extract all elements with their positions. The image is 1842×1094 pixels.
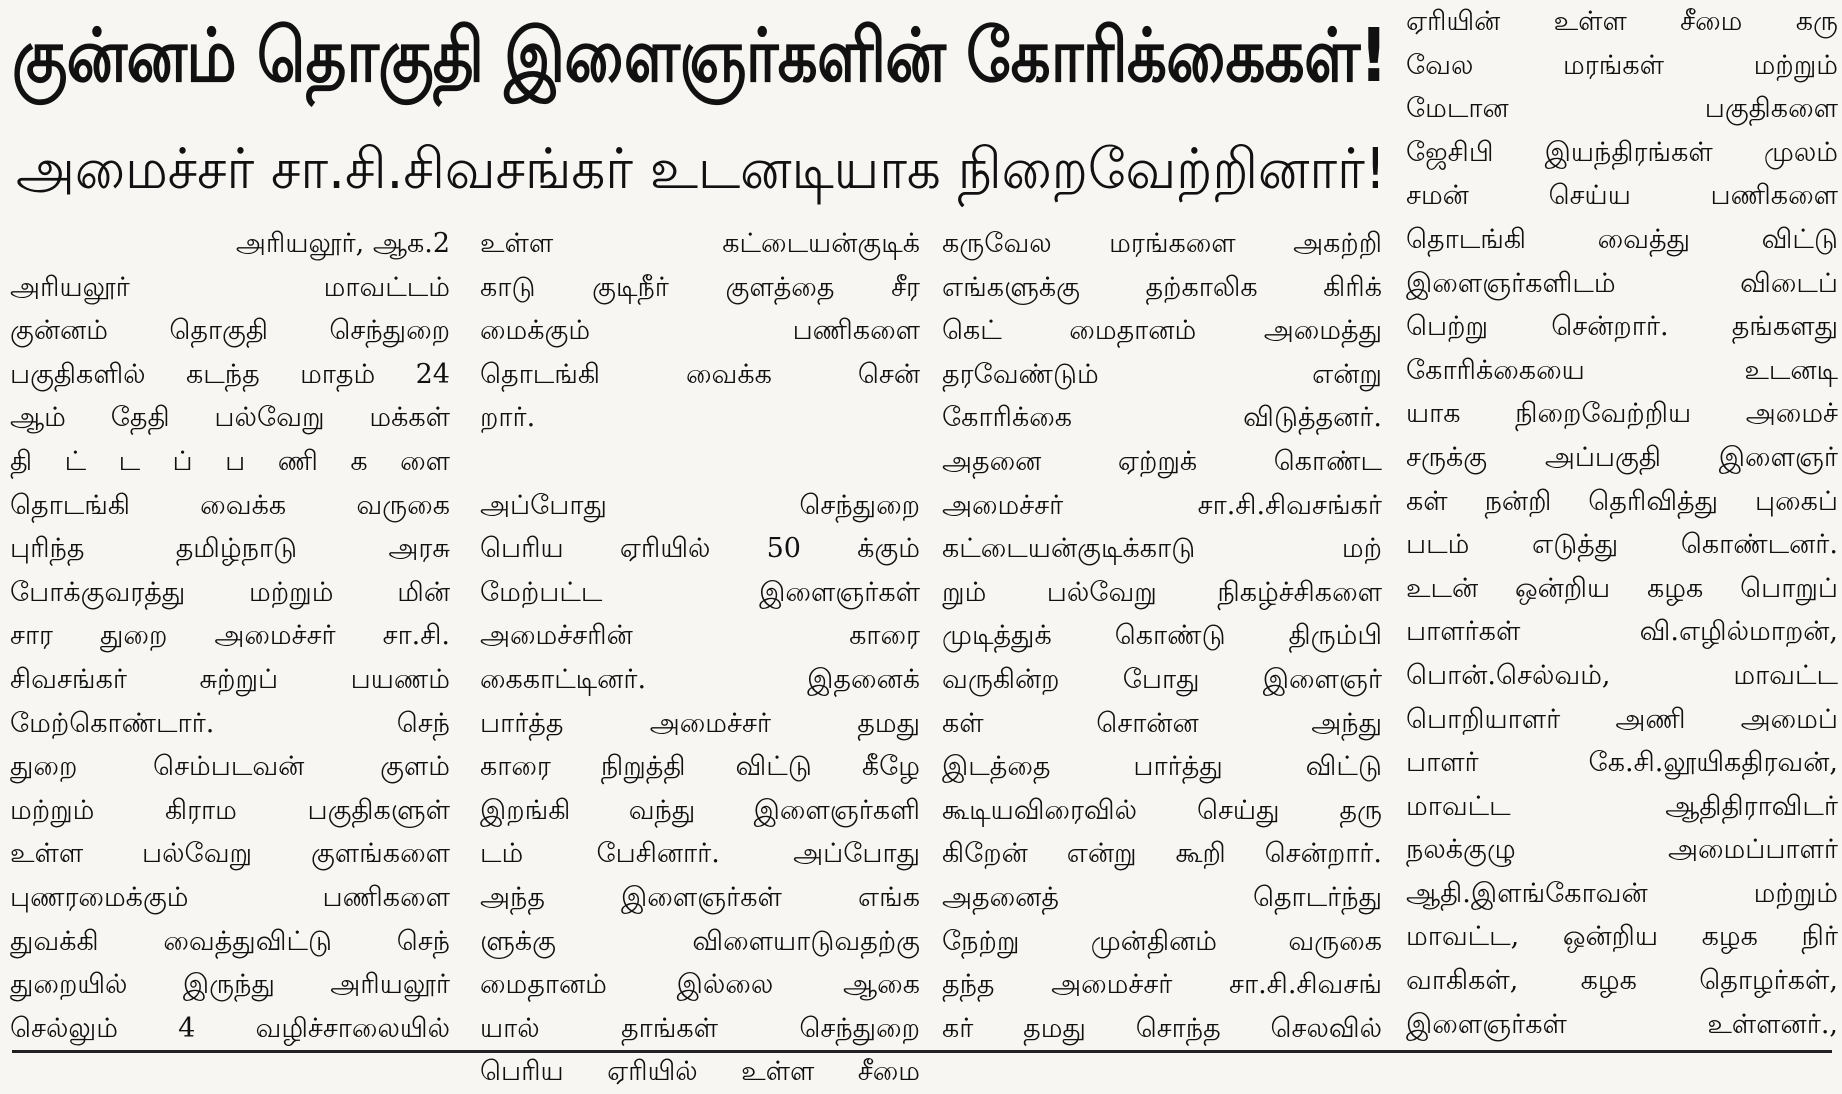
text-line: எங்களுக்கு தற்காலிக கிரிக் xyxy=(942,271,1382,303)
text-line: கர் தமது சொந்த செலவில் xyxy=(942,1012,1382,1044)
text-line: தொடங்கி வைத்து விட்டு xyxy=(1406,223,1838,255)
text-line: சிவசங்கர் சுற்றுப் பயணம் xyxy=(10,663,450,695)
text-line: வேல மரங்கள் மற்றும் xyxy=(1406,49,1838,81)
text-line: கெட் மைதானம் அமைத்து xyxy=(942,315,1382,347)
text-line: இடத்தை பார்த்து விட்டு xyxy=(942,751,1382,783)
text-line: துறையில் இருந்து அரியலூர் xyxy=(10,969,450,1001)
text-line: இறங்கி வந்து இளைஞர்களி xyxy=(480,794,920,826)
text-line: யாக நிறைவேற்றிய அமைச் xyxy=(1406,398,1838,430)
text-line: அப்போது செந்துறை xyxy=(480,489,920,521)
text-line: மைக்கும் பணிகளை xyxy=(480,315,920,347)
text-line: பகுதிகளில் கடந்த மாதம் 24 xyxy=(10,358,450,390)
text-line: கள் நன்றி தெரிவித்து புகைப் xyxy=(1406,485,1838,517)
text-line: இளைஞர்களிடம் விடைப் xyxy=(1406,267,1838,299)
subheadline: அமைச்சர் சா.சி.சிவசங்கர் உடனடியாக நிறைவேற்றினார்! xyxy=(16,137,1387,202)
text-line: காடு குடிநீர் குளத்தை சீர xyxy=(480,271,920,303)
text-line: தி ட் ட ப் ப ணி க ளை xyxy=(10,445,450,477)
text-line: அந்த இளைஞர்கள் எங்க xyxy=(480,881,920,913)
text-line: நேற்று முன்தினம் வருகை xyxy=(942,925,1382,957)
text-line: சருக்கு அப்பகுதி இளைஞர் xyxy=(1406,441,1838,473)
text-line: கோரிக்கை விடுத்தனர். xyxy=(942,402,1382,434)
text-line: பொன்.செல்வம், மாவட்ட xyxy=(1406,659,1838,691)
text-line: ஏரியின் உள்ள சீமை கரு xyxy=(1406,6,1838,37)
text-line: டம் பேசினார். அப்போது xyxy=(480,838,920,870)
text-line: யால் தாங்கள் செந்துறை xyxy=(480,1012,920,1044)
text-line: துறை செம்படவன் குளம் xyxy=(10,751,450,783)
text-line: கள் சொன்ன அந்து xyxy=(942,707,1382,739)
text-line: அமைச்சரின் காரை xyxy=(480,620,920,652)
text-line: செல்லும் 4 வழிச்சாலையில் xyxy=(10,1012,450,1044)
text-line: சமன் செய்ய பணிகளை xyxy=(1406,180,1838,212)
text-line: கிறேன் என்று கூறி சென்றார். xyxy=(942,838,1382,870)
text-line: கூடியவிரைவில் செய்து தரு xyxy=(942,794,1382,826)
text-line: கருவேல மரங்களை அகற்றி xyxy=(942,228,1382,259)
headline: குன்னம் தொகுதி இளைஞர்களின் கோரிக்கைகள்! xyxy=(12,13,1388,99)
text-line: துவக்கி வைத்துவிட்டு செந் xyxy=(10,925,450,957)
article-column-2 xyxy=(480,222,920,1094)
text-line: ஆதி.இளங்கோவன் மற்றும் xyxy=(1406,877,1838,909)
text-line: பெரிய ஏரியில் உள்ள சீமை xyxy=(480,1056,920,1088)
text-line: உள்ள கட்டையன்குடிக் xyxy=(480,228,920,259)
text-line: தொடங்கி வைக்க வருகை xyxy=(10,489,450,521)
text-line: உடன் ஒன்றிய கழக பொறுப் xyxy=(1406,572,1838,604)
text-line: இளைஞர்கள் உள்ளனர்., xyxy=(1406,1008,1838,1040)
text-line: கட்டையன்குடிக்காடு மற் xyxy=(942,533,1382,565)
text-line: ஜேசிபி இயந்திரங்கள் முலம் xyxy=(1406,136,1838,168)
text-line: றும் பல்வேறு நிகழ்ச்சிகளை xyxy=(942,576,1382,608)
text-line: பார்த்த அமைச்சர் தமது xyxy=(480,707,920,739)
text-line: மைதானம் இல்லை ஆகை xyxy=(480,969,920,1001)
text-line: வாகிகள், கழக தொழர்கள், xyxy=(1406,965,1838,997)
text-line: அரியலூர் மாவட்டம் xyxy=(10,271,450,303)
text-line: மற்றும் கிராம பகுதிகளுள் xyxy=(10,794,450,826)
bottom-rule xyxy=(12,1050,1832,1061)
text-line: பாளர் கே.சி.லூயிகதிரவன், xyxy=(1406,747,1838,779)
text-line: புரிந்த தமிழ்நாடு அரசு xyxy=(10,533,450,565)
text-line: புணரமைக்கும் பணிகளை xyxy=(10,881,450,913)
article-column-4 xyxy=(1406,0,1838,1046)
text-line: பெரிய ஏரியில் 50 க்கும் xyxy=(480,533,920,565)
text-line: மேடான பகுதிகளை xyxy=(1406,93,1838,125)
text-line: கைகாட்டினர். இதனைக் xyxy=(480,663,920,695)
article-column-1 xyxy=(10,222,450,1050)
text-line: தரவேண்டும் என்று xyxy=(942,358,1382,390)
text-line: பாளர்கள் வி.எழில்மாறன், xyxy=(1406,616,1838,648)
article-column-3 xyxy=(942,222,1382,1050)
text-line: உள்ள பல்வேறு குளங்களை xyxy=(10,838,450,870)
text-line: முடித்துக் கொண்டு திரும்பி xyxy=(942,620,1382,652)
text-line: காரை நிறுத்தி விட்டு கீழே xyxy=(480,751,920,783)
text-line: அமைச்சர் சா.சி.சிவசங்கர் xyxy=(942,489,1382,521)
text-line: ஆம் தேதி பல்வேறு மக்கள் xyxy=(10,402,450,434)
text-line: அதனை ஏற்றுக் கொண்ட xyxy=(942,445,1382,477)
text-line: படம் எடுத்து கொண்டனர். xyxy=(1406,529,1838,561)
text-line xyxy=(480,440,920,484)
text-line: போக்குவரத்து மற்றும் மின் xyxy=(10,576,450,608)
text-line: பொறியாளர் அணி அமைப் xyxy=(1406,703,1838,735)
text-line: அரியலூர், ஆக.2 xyxy=(235,228,450,259)
text-line: தந்த அமைச்சர் சா.சி.சிவசங் xyxy=(942,969,1382,1001)
text-line: வருகின்ற போது இளைஞர் xyxy=(942,663,1382,695)
text-line: றார். xyxy=(480,402,536,434)
text-line: மாவட்ட, ஒன்றிய கழக நிர் xyxy=(1406,921,1838,953)
text-line: கோரிக்கையை உடனடி xyxy=(1406,354,1838,386)
text-line: சார துறை அமைச்சர் சா.சி. xyxy=(10,620,450,652)
text-line: நலக்குழு அமைப்பாளர் xyxy=(1406,834,1838,866)
text-line: மாவட்ட ஆதிதிராவிடர் xyxy=(1406,790,1838,822)
text-line: பெற்று சென்றார். தங்களது xyxy=(1406,311,1838,343)
text-line: மேற்கொண்டார். செந் xyxy=(10,707,450,739)
text-line: ளுக்கு விளையாடுவதற்கு xyxy=(480,925,920,957)
text-line: தொடங்கி வைக்க சென் xyxy=(480,358,920,390)
text-line: மேற்பட்ட இளைஞர்கள் xyxy=(480,576,920,608)
text-line: அதனைத் தொடர்ந்து xyxy=(942,881,1382,913)
text-line: குன்னம் தொகுதி செந்துறை xyxy=(10,315,450,347)
